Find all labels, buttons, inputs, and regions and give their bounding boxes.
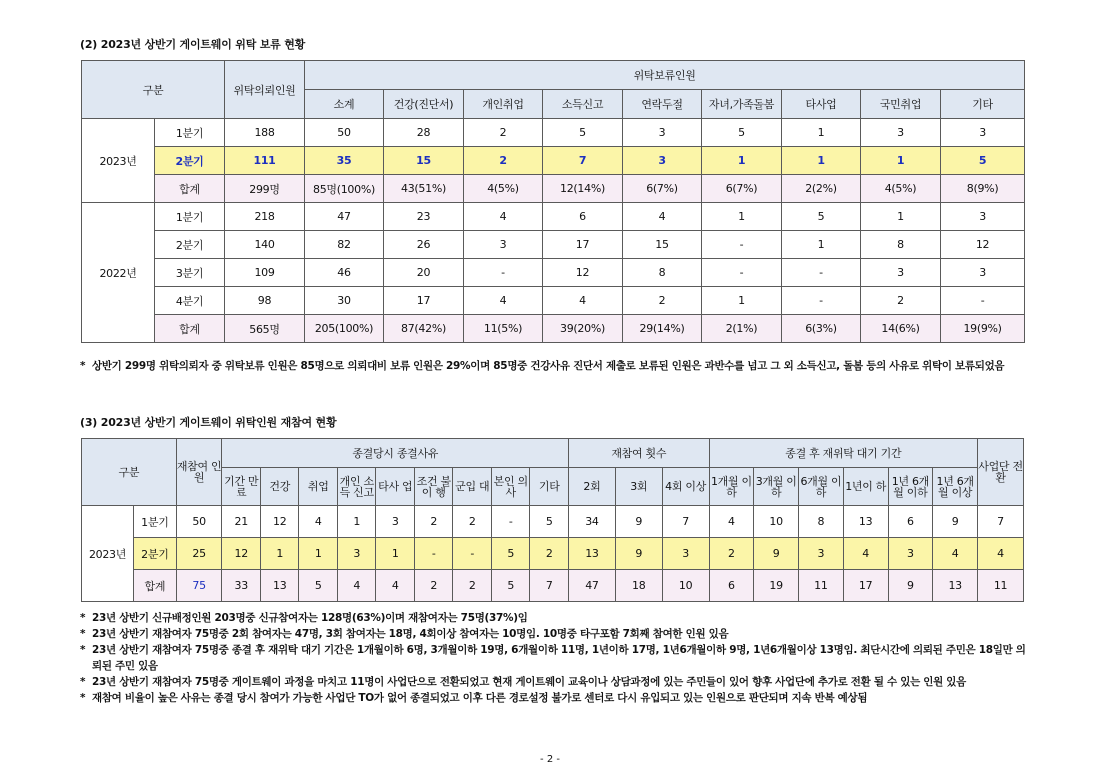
- quarter-label: 3분기: [155, 259, 225, 287]
- table-cell: 5: [530, 506, 569, 538]
- table-cell: 7: [662, 506, 709, 538]
- table-cell: 17: [843, 570, 888, 602]
- table-cell: 4: [709, 506, 754, 538]
- table-row: [82, 259, 1025, 287]
- header-col: 타사 업: [376, 468, 415, 506]
- table-cell: 25: [176, 538, 222, 570]
- table-cell: 26: [384, 231, 464, 259]
- section2-notes: [80, 358, 1030, 374]
- page-number: - 2 -: [540, 754, 560, 765]
- table-cell: 30: [305, 287, 384, 315]
- quarter-label: 1분기: [155, 119, 225, 147]
- header-col: 기타: [530, 468, 569, 506]
- header-col: 1년 6개월 이하: [888, 468, 933, 506]
- table-cell: 98: [225, 287, 305, 315]
- table-cell: 4(5%): [464, 175, 543, 203]
- table-cell: 565명: [225, 315, 305, 343]
- section3-notes: [80, 610, 1030, 706]
- header-col: 자녀,가족돌봄: [702, 90, 782, 119]
- table-row: [82, 203, 1025, 231]
- table-cell: 82: [305, 231, 384, 259]
- table-cell: 1: [260, 538, 299, 570]
- table-cell: 3: [662, 538, 709, 570]
- table-cell: 3: [941, 259, 1025, 287]
- header-col: 개인취업: [464, 90, 543, 119]
- table-row: [82, 119, 1025, 147]
- table-cell: -: [782, 259, 861, 287]
- table-cell: 5: [782, 203, 861, 231]
- header-requested: 위탁의뢰인원: [225, 61, 305, 119]
- table-row: [82, 506, 1024, 538]
- header-col: 연락두절: [623, 90, 702, 119]
- header-col: 본인 의사: [491, 468, 530, 506]
- note-item: * 23년 상반기 신규배정인원 203명중 신규참여자는 128명(63%)이며 재참여자는 75명(37%)임: [80, 610, 1030, 626]
- table-cell: 4: [543, 287, 623, 315]
- note-item: * 23년 상반기 재참여자 75명중 종결 후 재위탁 대기 기간은 1개월이하 6명, 3개월이하 19명, 6개월이하 11명, 1년이하 17명, 1년6개월이하 9명, 1년6개월이상 13명임. 최단시간에 의뢰된 주민은 18일만 의뢰된 주민 있음: [80, 642, 1030, 674]
- table-cell: -: [414, 538, 453, 570]
- table-cell: 7: [543, 147, 623, 175]
- table-cell: 85명(100%): [305, 175, 384, 203]
- table-cell: 4: [464, 287, 543, 315]
- table-cell: 205(100%): [305, 315, 384, 343]
- table-cell: 13: [933, 570, 978, 602]
- header-col: 기타: [941, 90, 1025, 119]
- header-col: 소득신고: [543, 90, 623, 119]
- table-cell: 1: [782, 119, 861, 147]
- table-row: [82, 175, 1025, 203]
- table-cell: 1: [782, 147, 861, 175]
- table-cell: 5: [299, 570, 338, 602]
- table-cell: 3: [888, 538, 933, 570]
- table-cell: 1: [702, 287, 782, 315]
- table-cell: 17: [384, 287, 464, 315]
- table-cell: 2: [414, 506, 453, 538]
- quarter-label: 합계: [155, 175, 225, 203]
- table-cell: -: [464, 259, 543, 287]
- table-cell: 3: [941, 119, 1025, 147]
- year-cell: 2023년: [82, 506, 134, 602]
- table-cell: 1: [861, 203, 941, 231]
- table-cell: 1: [702, 147, 782, 175]
- reparticipation-table: [81, 438, 1024, 602]
- table-cell: 19(9%): [941, 315, 1025, 343]
- table-cell: 4: [376, 570, 415, 602]
- table-cell: 111: [225, 147, 305, 175]
- table-cell: 3: [861, 119, 941, 147]
- table-cell: 2: [530, 538, 569, 570]
- table-cell: 2: [414, 570, 453, 602]
- header-wait-group: 종결 후 재위탁 대기 기간: [709, 439, 978, 468]
- header-col: 건강: [260, 468, 299, 506]
- table-cell: 47: [569, 570, 616, 602]
- header-count-group: 재참여 횟수: [569, 439, 709, 468]
- table-cell: 6(7%): [702, 175, 782, 203]
- table-cell: 6(7%): [623, 175, 702, 203]
- table-cell: 23: [384, 203, 464, 231]
- table-row: [82, 538, 1024, 570]
- table-cell: 9: [888, 570, 933, 602]
- year-cell: 2023년: [82, 119, 155, 203]
- quarter-label: 2분기: [134, 538, 177, 570]
- table-cell: -: [702, 259, 782, 287]
- header-col: 1년이 하: [843, 468, 888, 506]
- table-cell: 50: [305, 119, 384, 147]
- table-cell: 3: [623, 119, 702, 147]
- table-cell: 4(5%): [861, 175, 941, 203]
- table-cell: 140: [225, 231, 305, 259]
- section2-note: * 상반기 299명 위탁의뢰자 중 위탁보류 인원은 85명으로 의뢰대비 보류 인원은 29%이며 85명중 건강사유 진단서 제출로 보류된 인원은 과반수를 넘고 그 외 소득신고, 돌봄 등의 사유로 위탁이 보류되었음: [80, 358, 1030, 374]
- table-row: [82, 570, 1024, 602]
- table-cell: 12(14%): [543, 175, 623, 203]
- table-cell: 9: [933, 506, 978, 538]
- table-cell: 4: [299, 506, 338, 538]
- table-cell: 13: [569, 538, 616, 570]
- table-cell: 28: [384, 119, 464, 147]
- table-cell: 3: [941, 203, 1025, 231]
- table-cell: 218: [225, 203, 305, 231]
- table-cell: 11: [978, 570, 1024, 602]
- gateway-hold-table: [81, 60, 1025, 343]
- table-cell: 87(42%): [384, 315, 464, 343]
- table-cell: 6: [888, 506, 933, 538]
- table-cell: 5: [941, 147, 1025, 175]
- table-cell: 1: [782, 231, 861, 259]
- table-cell: 34: [569, 506, 616, 538]
- header-col: 1년 6개월 이상: [933, 468, 978, 506]
- table-cell: 109: [225, 259, 305, 287]
- table-cell: 2: [709, 538, 754, 570]
- table-cell: 11: [799, 570, 844, 602]
- table-cell: 8(9%): [941, 175, 1025, 203]
- table-cell: 3: [337, 538, 376, 570]
- table-cell: 5: [543, 119, 623, 147]
- header-category: 구분: [82, 439, 177, 506]
- table-cell: 8: [799, 506, 844, 538]
- table-cell: 1: [376, 538, 415, 570]
- header-col: 군입 대: [453, 468, 492, 506]
- header-col: 소계: [305, 90, 384, 119]
- table-cell: 188: [225, 119, 305, 147]
- table-cell: 2: [623, 287, 702, 315]
- section2-title: (2) 2023년 상반기 게이트웨이 위탁 보류 현황: [80, 38, 306, 51]
- header-col: 조건 불이 행: [414, 468, 453, 506]
- quarter-label: 1분기: [134, 506, 177, 538]
- table-cell: 10: [754, 506, 799, 538]
- table-row: [82, 287, 1025, 315]
- table-cell: 2: [464, 147, 543, 175]
- table-cell: -: [782, 287, 861, 315]
- table-cell: 4: [464, 203, 543, 231]
- table-cell: 9: [754, 538, 799, 570]
- table-cell: 29(14%): [623, 315, 702, 343]
- header-col: 1개월 이하: [709, 468, 754, 506]
- header-col: 2회: [569, 468, 616, 506]
- header-reparticipants: 재참여 인원: [176, 439, 222, 506]
- table-cell: 2: [861, 287, 941, 315]
- table-cell: 3: [376, 506, 415, 538]
- table-cell: 1: [299, 538, 338, 570]
- quarter-label: 2분기: [155, 231, 225, 259]
- year-cell: 2022년: [82, 203, 155, 343]
- table-cell: 12: [941, 231, 1025, 259]
- table-cell: 2: [453, 506, 492, 538]
- header-col: 3개월 이하: [754, 468, 799, 506]
- table-cell: 12: [260, 506, 299, 538]
- table-cell: 4: [843, 538, 888, 570]
- table-cell: 8: [623, 259, 702, 287]
- table-cell: 18: [615, 570, 662, 602]
- table-cell: 17: [543, 231, 623, 259]
- header-reason-group: 종결당시 종결사유: [222, 439, 569, 468]
- quarter-label: 합계: [134, 570, 177, 602]
- table-cell: 5: [491, 570, 530, 602]
- table-cell: 11(5%): [464, 315, 543, 343]
- table-cell: 12: [543, 259, 623, 287]
- table-cell: 7: [530, 570, 569, 602]
- table-cell: 3: [861, 259, 941, 287]
- table-cell: 47: [305, 203, 384, 231]
- table-cell: 3: [799, 538, 844, 570]
- header-col: 국민취업: [861, 90, 941, 119]
- table-cell: 5: [702, 119, 782, 147]
- table-cell: 4: [623, 203, 702, 231]
- header-col: 3회: [615, 468, 662, 506]
- header-held-group: 위탁보류인원: [305, 61, 1025, 90]
- table-cell: -: [941, 287, 1025, 315]
- table-row: [82, 231, 1025, 259]
- quarter-label: 1분기: [155, 203, 225, 231]
- table-cell: 75: [176, 570, 222, 602]
- section3-title: (3) 2023년 상반기 게이트웨이 위탁인원 재참여 현황: [80, 416, 337, 429]
- table-row: [82, 147, 1025, 175]
- table-cell: 2(2%): [782, 175, 861, 203]
- table-cell: 33: [222, 570, 261, 602]
- header-col: 6개월 이하: [799, 468, 844, 506]
- table-cell: 2: [464, 119, 543, 147]
- table-cell: 21: [222, 506, 261, 538]
- table-cell: 3: [464, 231, 543, 259]
- header-category: 구분: [82, 61, 225, 119]
- table-cell: 35: [305, 147, 384, 175]
- table-cell: 1: [861, 147, 941, 175]
- table-cell: 4: [337, 570, 376, 602]
- table-row: [82, 315, 1025, 343]
- note-item: * 23년 상반기 재참여자 75명중 게이트웨이 과정을 마치고 11명이 사업단으로 전환되었고 현재 게이트웨이 교육이나 상담과정에 있는 주민들이 있어 향후 사업단에 추가로 전환 될 수 있는 인원 있음: [80, 674, 1030, 690]
- table-cell: 43(51%): [384, 175, 464, 203]
- table-cell: 15: [623, 231, 702, 259]
- table-cell: 50: [176, 506, 222, 538]
- table-cell: 9: [615, 506, 662, 538]
- header-col: 타사업: [782, 90, 861, 119]
- header-col: 기간 만료: [222, 468, 261, 506]
- table-cell: 4: [933, 538, 978, 570]
- table-cell: 6: [543, 203, 623, 231]
- table-cell: 46: [305, 259, 384, 287]
- table-cell: 10: [662, 570, 709, 602]
- table-cell: 1: [337, 506, 376, 538]
- table-cell: -: [491, 506, 530, 538]
- table-cell: 39(20%): [543, 315, 623, 343]
- table-cell: 13: [260, 570, 299, 602]
- table-cell: 19: [754, 570, 799, 602]
- table-cell: -: [453, 538, 492, 570]
- table-cell: 6: [709, 570, 754, 602]
- table-cell: 12: [222, 538, 261, 570]
- table-cell: 1: [702, 203, 782, 231]
- table-cell: 7: [978, 506, 1024, 538]
- table-cell: 20: [384, 259, 464, 287]
- table-cell: 8: [861, 231, 941, 259]
- note-item: * 재참여 비율이 높은 사유는 종결 당시 참여가 가능한 사업단 TO가 없어 종결되었고 이후 다른 경로설정 불가로 센터로 다시 유입되고 있는 인원으로 판단되며 지속 반복 예상됨: [80, 690, 1030, 706]
- table-cell: 2: [453, 570, 492, 602]
- header-col: 건강(진단서): [384, 90, 464, 119]
- table-cell: 2(1%): [702, 315, 782, 343]
- header-transfer: 사업단 전환: [978, 439, 1024, 506]
- quarter-label: 4분기: [155, 287, 225, 315]
- table-cell: -: [702, 231, 782, 259]
- table-cell: 13: [843, 506, 888, 538]
- header-col: 취업: [299, 468, 338, 506]
- table-cell: 9: [615, 538, 662, 570]
- note-item: * 23년 상반기 재참여자 75명중 2회 참여자는 47명, 3회 참여자는 18명, 4회이상 참여자는 10명임. 10명중 타구포함 7회째 참여한 인원 있음: [80, 626, 1030, 642]
- table-cell: 3: [623, 147, 702, 175]
- header-col: 4회 이상: [662, 468, 709, 506]
- table-cell: 14(6%): [861, 315, 941, 343]
- table-cell: 15: [384, 147, 464, 175]
- quarter-label: 합계: [155, 315, 225, 343]
- table-cell: 299명: [225, 175, 305, 203]
- quarter-label: 2분기: [155, 147, 225, 175]
- table-cell: 6(3%): [782, 315, 861, 343]
- table-cell: 5: [491, 538, 530, 570]
- header-col: 개인 소득 신고: [337, 468, 376, 506]
- table-cell: 4: [978, 538, 1024, 570]
